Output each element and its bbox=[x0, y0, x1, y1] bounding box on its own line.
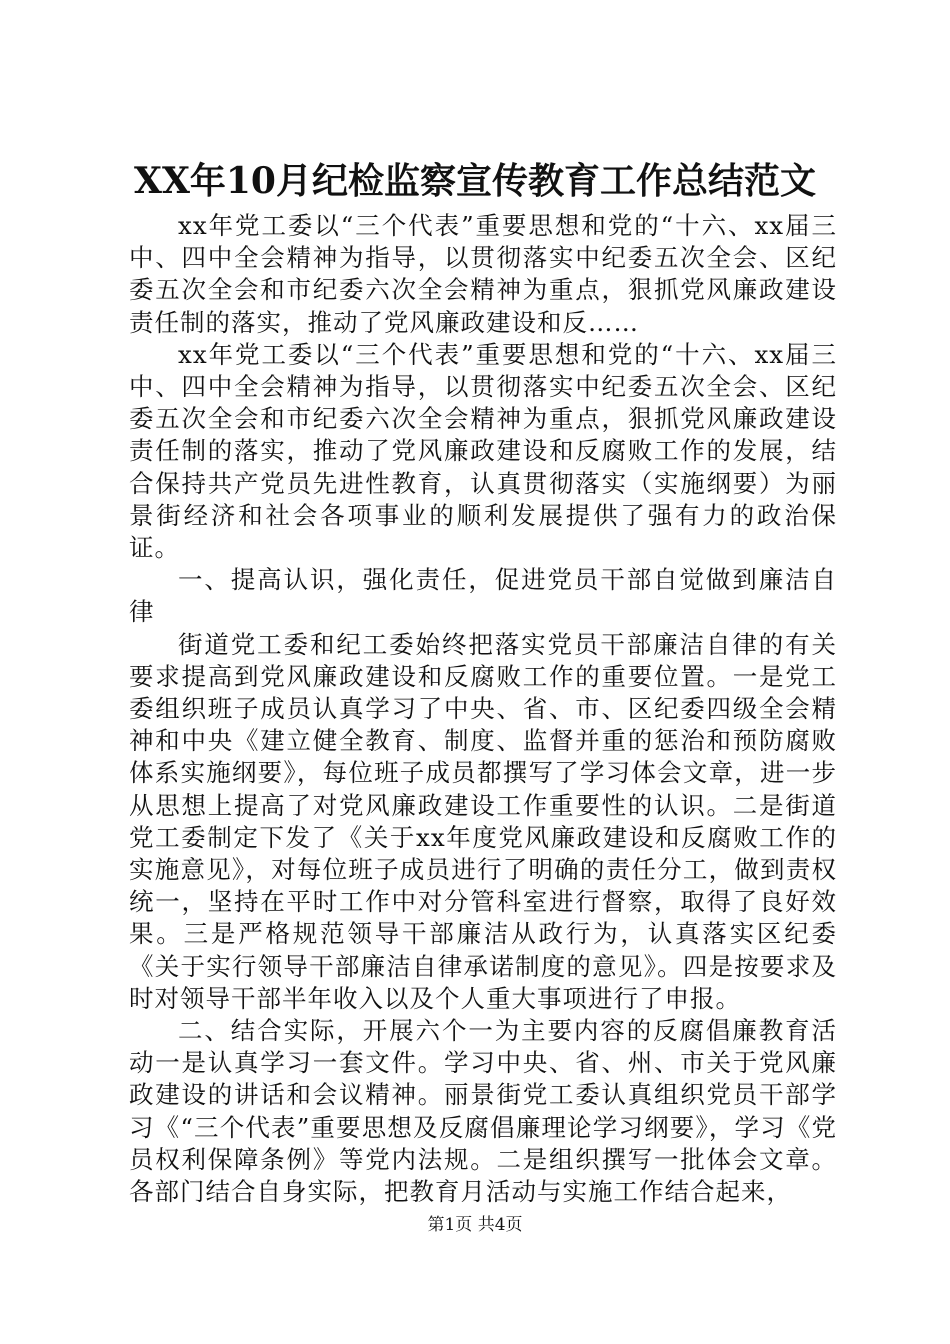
document-title: XX年10月纪检监察宣传教育工作总结范文 bbox=[134, 160, 816, 202]
paragraph-section-1: 街道党工委和纪工委始终把落实党员干部廉洁自律的有关要求提高到党风廉政建设和反腐败工作的重要位置。一是党工委组织班子成员认真学习了中央、省、市、区纪委四级全会精神和中央《建立健全教育、制度、监督并重的惩治和预防腐败体系实施纲要》，每位班子成员都撰写了学习体会文章，进一步从思想上提高了对党风廉政建设工作重要性的认识。二是街道党工委制定下发了《关于xx年度党风廉政建设和反腐败工作的实施意见》，对每位班子成员进行了明确的责任分工，做到责权统一，坚持在平时工作中对分管科室进行督察，取得了良好效果。三是严格规范领导干部廉洁从政行为，认真落实区纪委《关于实行领导干部廉洁自律承诺制度的意见》。四是按要求及时对领导干部半年收入以及个人重大事项进行了申报。 bbox=[129, 629, 837, 1013]
paragraph-summary: xx年党工委以“三个代表”重要思想和党的“十六、xx届三中、四中全会精神为指导，以贯彻落实中纪委五次全会、区纪委五次全会和市纪委六次全会精神为重点，狠抓党风廉政建设责任制的落实，推动了党风廉政建设和反…… bbox=[129, 211, 837, 337]
document-body bbox=[129, 210, 837, 1208]
paragraph-intro: xx年党工委以“三个代表”重要思想和党的“十六、xx届三中、四中全会精神为指导，以贯彻落实中纪委五次全会、区纪委五次全会和市纪委六次全会精神为重点，狠抓党风廉政建设责任制的落实，推动了党风廉政建设和反腐败工作的发展，结合保持共产党员先进性教育，认真贯彻落实（实施纲要）为丽景街经济和社会各项事业的顺利发展提供了强有力的政治保证。 bbox=[129, 339, 837, 563]
section-heading-1: 一、提高认识，强化责任，促进党员干部自觉做到廉洁自律 bbox=[129, 565, 837, 627]
page-number-footer: 第1页 共4页 bbox=[427, 1215, 523, 1235]
paragraph-section-2: 二、结合实际，开展六个一为主要内容的反腐倡廉教育活动一是认真学习一套文件。学习中央、省、州、市关于党风廉政建设的讲话和会议精神。丽景街党工委认真组织党员干部学习《“三个代表”重要思想及反腐倡廉理论学习纲要》，学习《党员权利保障条例》等党内法规。二是组织撰写一批体会文章。各部门结合自身实际，把教育月活动与实施工作结合起来， bbox=[129, 1016, 837, 1207]
